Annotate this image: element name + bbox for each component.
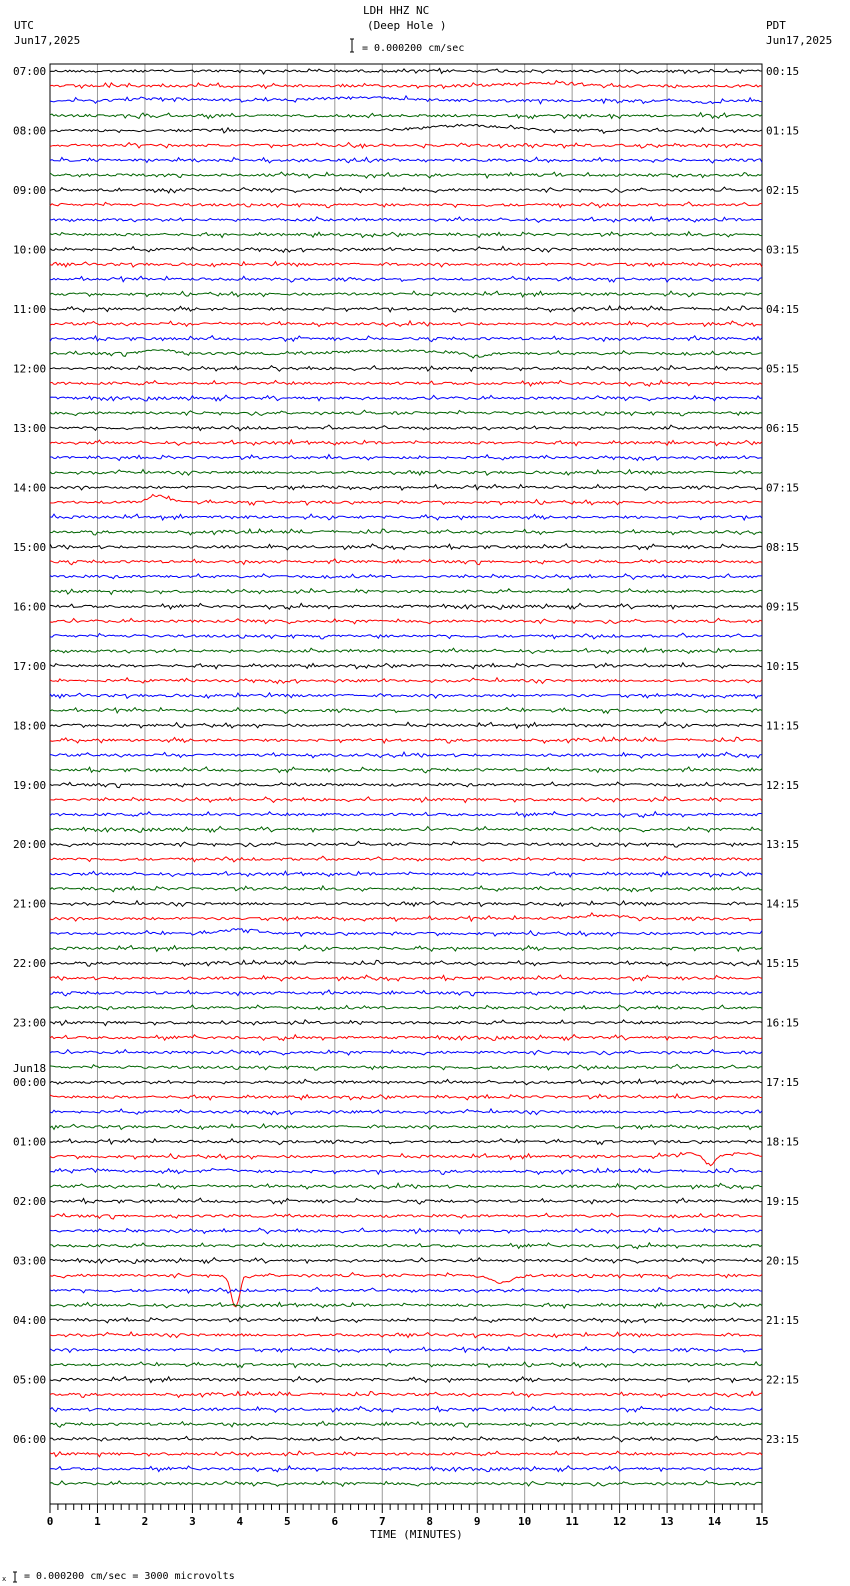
x-tick-label: 6 xyxy=(331,1515,339,1528)
trace-line xyxy=(50,737,762,743)
trace-line xyxy=(50,1451,762,1457)
trace-line xyxy=(50,485,762,491)
trace-line xyxy=(50,440,762,446)
trace-line xyxy=(50,1362,762,1368)
trace-line xyxy=(50,678,762,684)
right-date: Jun17,2025 xyxy=(766,34,833,47)
trace-line xyxy=(50,1302,762,1308)
utc-hour-label: 12:00 xyxy=(13,362,47,376)
trace-line xyxy=(50,633,762,639)
trace-line xyxy=(50,321,762,327)
trace-line xyxy=(50,514,762,520)
trace-line xyxy=(50,306,762,312)
trace-line xyxy=(50,1183,762,1189)
trace-line xyxy=(50,291,762,297)
utc-hour-label: 02:00 xyxy=(13,1195,47,1209)
pdt-hour-label: 02:15 xyxy=(766,183,800,197)
trace-line xyxy=(50,1377,762,1383)
trace-line xyxy=(50,172,762,178)
trace-line xyxy=(50,1079,762,1084)
trace-line xyxy=(50,1064,762,1070)
x-tick-label: 2 xyxy=(141,1515,149,1528)
pdt-hour-label: 20:15 xyxy=(766,1254,800,1268)
x-tick-label: 15 xyxy=(755,1515,769,1528)
trace-line xyxy=(50,1109,762,1115)
utc-hour-label: 01:00 xyxy=(13,1135,47,1149)
utc-hour-label: 03:00 xyxy=(13,1254,47,1268)
trace-line xyxy=(50,1481,762,1487)
trace-line xyxy=(50,187,762,193)
x-tick-label: 7 xyxy=(378,1515,386,1528)
trace-line xyxy=(50,722,762,728)
utc-hour-label: 14:00 xyxy=(13,481,47,495)
trace-line xyxy=(50,1124,762,1130)
trace-line xyxy=(50,495,762,506)
trace-line xyxy=(50,1050,762,1055)
x-tick-label: 3 xyxy=(189,1515,196,1528)
trace-line xyxy=(50,929,762,937)
trace-line xyxy=(50,455,762,461)
utc-hour-label: 18:00 xyxy=(13,719,47,733)
left-date: Jun17,2025 xyxy=(14,34,81,47)
trace-line xyxy=(50,945,762,951)
pdt-hour-label: 09:15 xyxy=(766,600,800,614)
trace-line xyxy=(50,901,762,907)
trace-line xyxy=(50,1153,762,1166)
trace-line xyxy=(50,262,762,268)
pdt-hour-label: 19:15 xyxy=(766,1195,800,1209)
trace-line xyxy=(50,856,762,862)
left-timezone: UTC xyxy=(14,19,34,32)
trace-line xyxy=(50,425,762,431)
trace-line xyxy=(50,841,762,847)
utc-hour-label: 00:00 xyxy=(13,1076,47,1090)
utc-hour-label: 04:00 xyxy=(13,1314,47,1328)
trace-line xyxy=(50,81,762,89)
utc-hour-label: 11:00 xyxy=(13,302,47,316)
footer-mark: x xyxy=(2,1575,7,1583)
trace-line xyxy=(50,767,762,773)
pdt-hour-label: 13:15 xyxy=(766,838,800,852)
trace-line xyxy=(50,202,762,208)
trace-line xyxy=(50,470,762,476)
pdt-hour-label: 08:15 xyxy=(766,540,800,554)
utc-hour-label: 17:00 xyxy=(13,659,47,673)
station-subtitle: (Deep Hole ) xyxy=(367,19,447,32)
x-axis-label: TIME (MINUTES) xyxy=(370,1528,463,1541)
trace-line xyxy=(50,410,762,416)
trace-line xyxy=(50,96,762,104)
trace-line xyxy=(50,1243,762,1249)
trace-line xyxy=(50,990,762,996)
trace-line xyxy=(50,1020,762,1026)
pdt-hour-label: 23:15 xyxy=(766,1433,800,1447)
trace-line xyxy=(50,1436,762,1442)
pdt-hour-label: 18:15 xyxy=(766,1135,800,1149)
pdt-hour-label: 05:15 xyxy=(766,362,800,376)
date-change-label: Jun18 xyxy=(13,1062,47,1076)
x-tick-label: 0 xyxy=(46,1515,54,1528)
trace-line xyxy=(50,648,762,653)
trace-line xyxy=(50,529,762,535)
pdt-hour-label: 11:15 xyxy=(766,719,800,733)
utc-hour-label: 08:00 xyxy=(13,124,47,138)
trace-line xyxy=(50,1406,762,1412)
trace-line xyxy=(50,124,762,133)
utc-hour-label: 16:00 xyxy=(13,600,47,614)
trace-line xyxy=(50,366,762,372)
trace-line xyxy=(50,395,762,401)
trace-line xyxy=(50,143,762,149)
trace-line xyxy=(50,350,762,358)
trace-line xyxy=(50,752,762,758)
x-tick-label: 8 xyxy=(426,1515,434,1528)
trace-line xyxy=(50,1213,762,1219)
trace-line xyxy=(50,157,762,163)
pdt-hour-label: 14:15 xyxy=(766,897,800,911)
pdt-hour-label: 04:15 xyxy=(766,302,800,316)
pdt-hour-label: 15:15 xyxy=(766,957,800,971)
footer-scale-label: = 0.000200 cm/sec = 3000 microvolts xyxy=(24,1571,235,1582)
trace-line xyxy=(50,1035,762,1041)
trace-line xyxy=(50,975,762,981)
pdt-hour-label: 21:15 xyxy=(766,1314,800,1328)
trace-line xyxy=(50,1139,762,1145)
utc-hour-label: 22:00 xyxy=(13,957,47,971)
trace-line xyxy=(50,113,762,119)
trace-line xyxy=(50,1466,762,1472)
utc-hour-label: 09:00 xyxy=(13,183,47,197)
trace-line xyxy=(50,559,762,565)
utc-hour-label: 15:00 xyxy=(13,540,47,554)
trace-line xyxy=(50,1347,762,1353)
trace-line xyxy=(50,797,762,803)
pdt-hour-label: 06:15 xyxy=(766,421,800,435)
trace-line xyxy=(50,913,762,921)
trace-line xyxy=(50,1198,762,1204)
footer-scale-bar-icon xyxy=(13,1572,17,1582)
utc-hour-label: 10:00 xyxy=(13,243,47,257)
utc-hour-label: 20:00 xyxy=(13,838,47,852)
trace-line xyxy=(50,663,762,669)
trace-line xyxy=(50,574,762,580)
trace-line xyxy=(50,544,762,550)
trace-line xyxy=(50,69,762,74)
trace-line xyxy=(50,1168,762,1174)
trace-line xyxy=(50,693,762,699)
trace-line xyxy=(50,1332,762,1338)
pdt-hour-label: 17:15 xyxy=(766,1076,800,1090)
station-title: LDH HHZ NC xyxy=(363,4,430,17)
trace-line xyxy=(50,1392,762,1398)
trace-line xyxy=(50,380,762,386)
trace-line xyxy=(50,232,762,238)
trace-line xyxy=(50,618,762,624)
right-timezone: PDT xyxy=(766,19,786,32)
trace-line xyxy=(50,826,762,832)
x-tick-label: 12 xyxy=(612,1515,627,1528)
x-tick-label: 1 xyxy=(94,1515,101,1528)
trace-line xyxy=(50,1005,762,1011)
pdt-hour-label: 00:15 xyxy=(766,65,800,78)
utc-hour-label: 05:00 xyxy=(13,1373,47,1387)
trace-line xyxy=(50,1258,762,1264)
trace-line xyxy=(50,782,762,788)
utc-hour-label: 07:00 xyxy=(13,65,47,78)
utc-hour-label: 21:00 xyxy=(13,897,47,911)
trace-line xyxy=(50,336,762,342)
trace-line xyxy=(50,276,762,282)
trace-line xyxy=(50,217,762,222)
x-tick-label: 9 xyxy=(473,1515,481,1528)
pdt-hour-label: 22:15 xyxy=(766,1373,800,1387)
utc-hour-label: 23:00 xyxy=(13,1016,47,1030)
trace-line xyxy=(50,1317,762,1323)
pdt-hour-label: 10:15 xyxy=(766,659,800,673)
trace-line xyxy=(50,871,762,877)
pdt-hour-label: 07:15 xyxy=(766,481,800,495)
utc-hour-label: 19:00 xyxy=(13,778,47,792)
utc-hour-label: 06:00 xyxy=(13,1433,47,1447)
x-tick-label: 4 xyxy=(236,1515,244,1528)
trace-line xyxy=(50,1228,762,1234)
pdt-hour-label: 16:15 xyxy=(766,1016,800,1030)
trace-line xyxy=(50,1421,762,1427)
x-tick-label: 5 xyxy=(284,1515,291,1528)
trace-line xyxy=(50,812,762,818)
trace-line xyxy=(50,886,762,892)
pdt-hour-label: 12:15 xyxy=(766,778,800,792)
pdt-hour-label: 03:15 xyxy=(766,243,800,257)
trace-line xyxy=(50,246,762,252)
pdt-hour-label: 01:15 xyxy=(766,124,800,138)
trace-line xyxy=(50,960,762,966)
trace-line xyxy=(50,603,762,609)
x-tick-label: 10 xyxy=(518,1515,532,1528)
trace-line xyxy=(50,589,762,595)
trace-line xyxy=(50,1094,762,1100)
utc-hour-label: 13:00 xyxy=(13,421,47,435)
trace-line xyxy=(50,708,762,714)
trace-line xyxy=(50,1287,762,1293)
x-tick-label: 13 xyxy=(660,1515,674,1528)
scale-bar-icon xyxy=(350,39,354,52)
x-tick-label: 14 xyxy=(707,1515,722,1528)
scale-label: = 0.000200 cm/sec xyxy=(362,43,465,54)
x-tick-label: 11 xyxy=(565,1515,579,1528)
